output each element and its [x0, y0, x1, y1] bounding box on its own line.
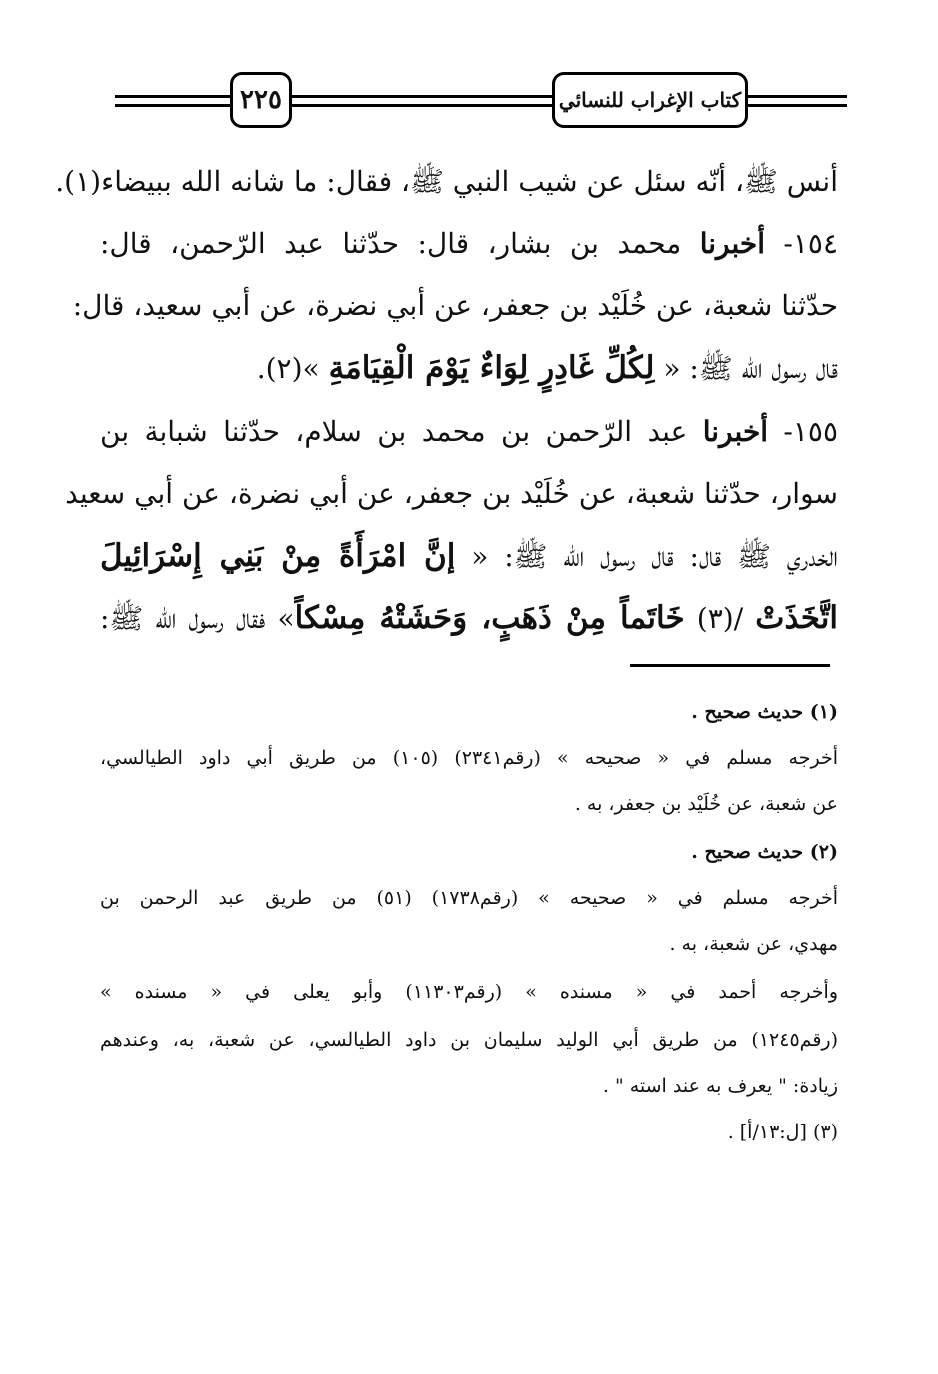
- book-title: كتاب الإغراب للنسائي: [558, 88, 742, 112]
- page-number: ٢٢٥: [240, 85, 282, 115]
- main-line-4-pre: قال رسول الله ﷺ: «: [654, 352, 838, 385]
- main-line-8-post: » فقال رسول الله ﷺ:: [100, 602, 295, 635]
- footnote-2-title: [100, 834, 838, 870]
- footnote-2-line-2-text: مهدي، عن شعبة، به .: [669, 933, 838, 955]
- footnote-separator: [630, 664, 830, 667]
- footnote-1-line-2-text: عن شعبة، عن خُلَيْد بن جعفر، به .: [574, 793, 838, 815]
- footnote-3: [100, 1114, 838, 1150]
- folio-marker: /(٣): [684, 602, 756, 635]
- footnote-2-line-3-text: وأخرجه أحمد في « مسنده » (رقم١١٣٠٣) وأبو يعلى في « مسنده »: [100, 981, 839, 1003]
- footnote-1-line-1: [100, 740, 838, 776]
- footnote-1-title-text: (١) حديث صحيح .: [691, 701, 838, 723]
- hadith-154-number: ١٥٤-: [765, 227, 838, 260]
- main-line-3-text: حدّثنا شعبة، عن خُلَيْد بن جعفر، عن أبي نضرة، عن أبي سعيد، قال:: [72, 289, 838, 322]
- akhbarana-heading: أخبرنا: [702, 415, 769, 448]
- main-line-6: [65, 468, 838, 520]
- main-line-8: [100, 592, 838, 644]
- main-line-3: [72, 280, 838, 332]
- footnote-2-line-1: [100, 880, 838, 916]
- main-line-2: [100, 218, 838, 270]
- footnote-3-text: (٣) [ل:١٣/أ] .: [727, 1121, 838, 1143]
- main-line-7: [100, 530, 838, 582]
- hadith-quote: لِكُلِّ غَادِرٍ لِوَاءٌ يَوْمَ الْقِيَامَةِ: [328, 350, 655, 386]
- footnote-1-line-1-text: أخرجه مسلم في « صحيحه » (رقم٢٣٤١) (١٠٥) من طريق أبي داود الطيالسي،: [100, 747, 838, 769]
- main-line-2-text: محمد بن بشار، قال: حدّثنا عبد الرّحمن، قال:: [100, 227, 700, 260]
- hadith-quote: اتَّخَذَتْ: [755, 600, 838, 636]
- akhbarana-heading: أخبرنا: [699, 227, 765, 260]
- footnote-1-line-2: [100, 786, 838, 822]
- footnote-2-line-5: [100, 1068, 838, 1104]
- book-title-box: [552, 72, 748, 128]
- hadith-155-number: ١٥٥-: [768, 415, 838, 448]
- footnote-2-line-3: [100, 974, 838, 1010]
- main-line-5-text: عبد الرّحمن بن محمد بن سلام، حدّثنا شبابة بن: [100, 415, 703, 448]
- footnote-2-line-5-text: زيادة: " يعرف به عند استه " .: [602, 1075, 838, 1097]
- footnote-2-line-2: [100, 926, 838, 962]
- main-line-4: [100, 342, 838, 394]
- hadith-quote: خَاتَماً مِنْ ذَهَبٍ، وَحَشَتْهُ مِسْكاً: [294, 600, 685, 636]
- main-line-1: [55, 156, 838, 208]
- main-line-1-text: أنس ﷺ، أنّه سئل عن شيب النبي ﷺ، فقال: ما شانه الله ببيضاء(١).: [55, 165, 838, 198]
- main-line-4-post: »(٢).: [256, 352, 329, 385]
- page-number-box: [230, 72, 292, 128]
- footnote-2-line-4: [100, 1022, 838, 1058]
- footnote-2-title-text: (٢) حديث صحيح .: [691, 841, 838, 863]
- footnote-2-line-1-text: أخرجه مسلم في « صحيحه » (رقم١٧٣٨) (٥١) من طريق عبد الرحمن بن: [100, 887, 838, 909]
- main-line-7-pre: الخدري ﷺ قال: قال رسول الله ﷺ: «: [455, 540, 838, 573]
- hadith-quote: إنَّ امْرَأَةً مِنْ بَنِي إِسْرَائِيلَ: [100, 538, 456, 574]
- main-line-5: [100, 406, 838, 458]
- footnote-1-title: [100, 694, 838, 730]
- footnote-2-line-4-text: (رقم١٢٤٥) من طريق أبي الوليد سليمان بن داود الطيالسي، عن شعبة، به، وعندهم: [100, 1029, 838, 1051]
- main-line-6-text: سوار، حدّثنا شعبة، عن خُلَيْد بن جعفر، عن أبي نضرة، عن أبي سعيد: [65, 477, 838, 510]
